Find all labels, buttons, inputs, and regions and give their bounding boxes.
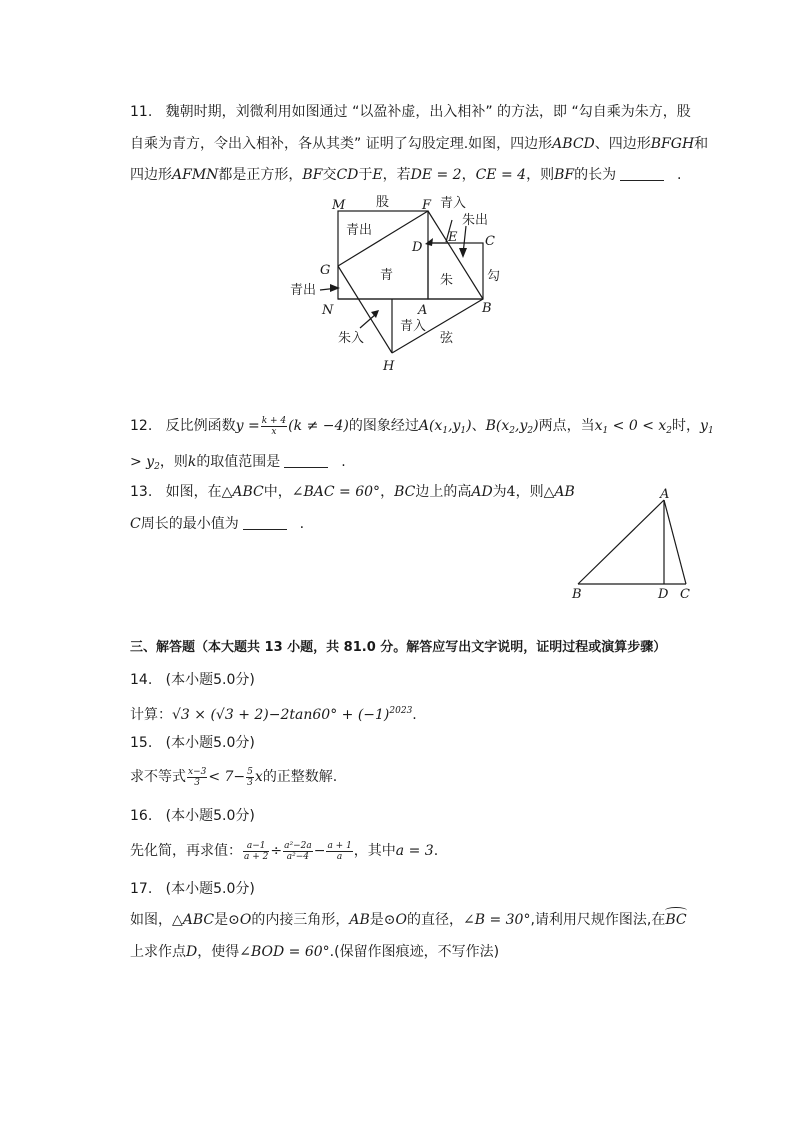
q17-text-1c: 是 bbox=[214, 912, 229, 928]
q11-text-3k: ， bbox=[461, 167, 476, 183]
q12-ineq-mid: < 0 < x bbox=[608, 418, 667, 434]
text-zhu: 朱 bbox=[440, 273, 454, 288]
q14-exponent: 2023 bbox=[389, 706, 413, 716]
q13-triangle: △ABC bbox=[221, 484, 264, 500]
q16-text-1: 先化简，再求值： bbox=[130, 843, 242, 859]
q12-y2-sub: 2 bbox=[154, 462, 160, 472]
q14-header bbox=[130, 670, 255, 690]
q17-text-2c: ，使得 bbox=[197, 944, 240, 960]
q14-expression: √3 × (√3 + 2)−2tan60° + (−1) bbox=[172, 707, 390, 723]
q12-number: 12. bbox=[130, 418, 153, 434]
q16-number: 16. bbox=[130, 808, 153, 824]
q16-f3-den: a bbox=[336, 851, 343, 862]
q12-answer-blank[interactable] bbox=[284, 453, 328, 468]
label-b: B bbox=[482, 301, 492, 316]
q16-fraction-3 bbox=[326, 841, 352, 862]
arrow-line-zhuru bbox=[360, 314, 376, 328]
q15-f1-den: 3 bbox=[194, 777, 201, 788]
q11-ce: CE = 4 bbox=[475, 167, 527, 183]
text-zhuchu: 朱出 bbox=[462, 213, 489, 228]
label-d: D bbox=[412, 240, 423, 255]
q12-point-a-sub2: 1 bbox=[460, 426, 467, 436]
q17-text-1g: 是 bbox=[369, 912, 384, 928]
q16-f1-den: a + 2 bbox=[244, 851, 269, 862]
section3-title: 三、解答题（本大题共 13 小题，共 81.0 分。解答应写出文字说明，证明过程或演算步骤） bbox=[130, 640, 667, 655]
q12-text-1: 反比例函数 bbox=[165, 418, 236, 434]
q16-header bbox=[130, 806, 255, 826]
q17-triangle: △ABC bbox=[172, 912, 215, 928]
q13-line1 bbox=[130, 482, 575, 502]
q16-fraction-2 bbox=[283, 841, 313, 862]
text-qing: 青 bbox=[380, 268, 394, 283]
q17-text-1k: ,请利用尺规作图法,在 bbox=[530, 912, 666, 928]
q13-bc: BC bbox=[394, 484, 416, 500]
q11-text-3m: ，则 bbox=[526, 167, 555, 183]
q12-fraction bbox=[261, 416, 287, 437]
q15-score: (本小题5.0分) bbox=[165, 735, 255, 751]
q15-body bbox=[130, 764, 337, 790]
q12-text-4: 两点，当 bbox=[538, 418, 595, 434]
q13-answer-blank[interactable] bbox=[243, 515, 287, 530]
text-gou: 勾 bbox=[487, 269, 501, 284]
q13-ad: AD bbox=[471, 484, 493, 500]
q11-figure bbox=[280, 190, 520, 380]
q15-header bbox=[130, 733, 255, 753]
square-abcd bbox=[428, 243, 483, 299]
q11-text-3a: 四边形 bbox=[130, 167, 172, 183]
q16-condition: a = 3 bbox=[395, 843, 434, 859]
q13-text-2b: 周长的最小值为 bbox=[140, 516, 239, 532]
q12-line1 bbox=[130, 414, 714, 443]
text-xian: 弦 bbox=[440, 331, 454, 346]
q14-end: . bbox=[412, 707, 417, 723]
q17-text-1e: 的内接三角形， bbox=[251, 912, 350, 928]
q11-text-2a: 自乘为青方，令出入相补，各从其类” 证明了勾股定理.如图，四边形 bbox=[130, 136, 553, 152]
q12-point-b-mid: ,y bbox=[515, 418, 528, 434]
q16-f1-num: a−1 bbox=[243, 841, 269, 852]
q17-text-1a: 如图， bbox=[130, 912, 172, 928]
q17-circle-2: ⊙O bbox=[383, 912, 407, 928]
q11-answer-blank[interactable] bbox=[620, 166, 664, 181]
q12-text-2b: ，则 bbox=[159, 454, 188, 470]
q16-f2-den: a²−4 bbox=[286, 851, 310, 862]
q11-number: 11. bbox=[130, 104, 153, 120]
q17-angle-b: ∠B = 30° bbox=[462, 912, 531, 928]
q11-abcd: ABCD bbox=[552, 136, 595, 152]
q17-angle-bod: ∠BOD = 60° bbox=[239, 944, 330, 960]
q11-end: . bbox=[677, 167, 682, 183]
q14-number: 14. bbox=[130, 672, 153, 688]
q12-frac-num: k + 4 bbox=[261, 415, 287, 426]
q13-text-2: 中， bbox=[263, 484, 292, 500]
q17-line1 bbox=[130, 910, 687, 930]
q13-number: 13. bbox=[130, 484, 153, 500]
q17-text-1i: 的直径， bbox=[406, 912, 463, 928]
q17-score: (本小题5.0分) bbox=[165, 881, 255, 897]
q12-point-a-sub1: 1 bbox=[442, 426, 449, 436]
q14-text-1: 计算： bbox=[130, 707, 172, 723]
q13-angle: ∠BAC = 60° bbox=[291, 484, 381, 500]
q17-ab: AB bbox=[349, 912, 370, 928]
text-gu: 股 bbox=[376, 195, 390, 210]
q12-frac-den: x bbox=[271, 426, 277, 437]
q16-score: (本小题5.0分) bbox=[165, 808, 255, 824]
q11-line1 bbox=[130, 102, 691, 122]
q12-gt-y: > y bbox=[130, 454, 155, 470]
label-c13: C bbox=[680, 587, 690, 602]
q12-condition: (k ≠ −4) bbox=[288, 418, 349, 434]
label-m: M bbox=[332, 198, 346, 213]
q17-line2 bbox=[130, 942, 499, 962]
q11-bf-2: BF bbox=[554, 167, 575, 183]
q14-body bbox=[130, 701, 417, 725]
q15-f1-num: x−3 bbox=[188, 766, 207, 777]
q12-text-5: 时， bbox=[672, 418, 701, 434]
q11-text-3g: 于 bbox=[358, 167, 373, 183]
q13-c: C bbox=[130, 516, 141, 532]
text-qingchu-top: 青出 bbox=[346, 223, 373, 238]
q13-text-4: 边上的高 bbox=[415, 484, 472, 500]
q16-f2-num: a²−2a bbox=[284, 840, 312, 851]
q12-y-eq: y = bbox=[235, 418, 260, 434]
q15-number: 15. bbox=[130, 735, 153, 751]
q16-minus: − bbox=[313, 843, 326, 859]
label-a: A bbox=[418, 303, 428, 318]
q15-f2-den: 3 bbox=[247, 777, 253, 788]
q16-text-2: ，其中 bbox=[353, 843, 396, 859]
label-c: C bbox=[485, 234, 495, 249]
q15-text-1: 求不等式 bbox=[130, 769, 186, 785]
q12-point-b: B(x bbox=[485, 418, 510, 434]
q12-end: . bbox=[341, 454, 346, 470]
text-zhuru: 朱入 bbox=[338, 331, 365, 346]
q13-text-6: ，则 bbox=[515, 484, 544, 500]
q14-score: (本小题5.0分) bbox=[165, 672, 255, 688]
q13-line2 bbox=[130, 514, 304, 534]
q12-y1: y bbox=[700, 418, 708, 434]
q11-bfgh: BFGH bbox=[650, 136, 695, 152]
q12-text-2: 的图象经过 bbox=[348, 418, 419, 434]
q11-text-2c: 、四边形 bbox=[594, 136, 651, 152]
q13-figure bbox=[565, 484, 700, 604]
q12-ineq-sub2: 2 bbox=[666, 426, 673, 436]
q16-end: . bbox=[433, 843, 439, 859]
q15-mid: < 7− bbox=[208, 769, 246, 785]
q15-fraction-1 bbox=[187, 767, 207, 788]
q16-fraction-1 bbox=[243, 841, 269, 862]
q12-point-b-sub2: 2 bbox=[527, 426, 534, 436]
q11-afmn: AFMN bbox=[172, 167, 219, 183]
text-qingru-top: 青入 bbox=[440, 196, 467, 211]
q15-f2-num: 5 bbox=[247, 766, 253, 777]
q11-text-3i: ，若 bbox=[382, 167, 411, 183]
q17-text-2e: .(保留作图痕迹，不写作法) bbox=[329, 944, 500, 960]
q12-k: k bbox=[187, 454, 197, 470]
q12-line2 bbox=[130, 452, 346, 477]
q12-point-b-end: ) bbox=[533, 418, 539, 434]
label-d13: D bbox=[658, 587, 669, 602]
label-b13: B bbox=[572, 587, 582, 602]
q16-div: ÷ bbox=[270, 843, 283, 859]
label-g: G bbox=[320, 263, 331, 278]
label-h: H bbox=[383, 359, 395, 374]
text-qingru-bottom: 青入 bbox=[400, 319, 427, 334]
q16-body bbox=[130, 838, 438, 864]
q13-triangle-2: △AB bbox=[543, 484, 575, 500]
q12-point-b-sub1: 2 bbox=[509, 426, 516, 436]
label-e: E bbox=[448, 230, 458, 245]
q12-point-a: A(x bbox=[418, 418, 443, 434]
q11-line2 bbox=[130, 134, 708, 154]
q12-text-3: 、 bbox=[471, 418, 486, 434]
q17-text-2a: 上求作点 bbox=[130, 944, 186, 960]
q16-f3-num: a + 1 bbox=[327, 840, 352, 851]
q11-text-3c: 都是正方形， bbox=[218, 167, 303, 183]
q13-four: 4 bbox=[506, 484, 516, 500]
q11-cd: CD bbox=[336, 167, 359, 183]
q11-e: E bbox=[372, 167, 383, 183]
q11-text-2e: 和 bbox=[694, 136, 709, 152]
q11-text-3o: 的长为 bbox=[574, 167, 617, 183]
q15-fraction-2 bbox=[246, 767, 254, 788]
q12-y1-sub: 1 bbox=[707, 426, 714, 436]
q17-point-d: D bbox=[186, 944, 198, 960]
q13-text-1: 如图，在 bbox=[165, 484, 222, 500]
q13-text-5: 为 bbox=[492, 484, 507, 500]
q17-number: 17. bbox=[130, 881, 153, 897]
q11-de: DE = 2 bbox=[410, 167, 462, 183]
q17-arc-bc: BC bbox=[665, 912, 687, 928]
q12-ineq: x bbox=[594, 418, 603, 434]
q11-line3 bbox=[130, 165, 681, 185]
q11-text-3e: 交 bbox=[322, 167, 337, 183]
q12-point-a-mid: ,y bbox=[448, 418, 461, 434]
q12-ineq-sub1: 1 bbox=[602, 426, 609, 436]
q15-x: x bbox=[254, 769, 263, 785]
q13-text-3: ， bbox=[380, 484, 395, 500]
line-gf bbox=[338, 211, 428, 266]
label-f: F bbox=[422, 198, 432, 213]
q11-text-1: 魏朝时期，刘微利用如图通过 “以盈补虚，出入相补” 的方法，即 “勾自乘为朱方，股 bbox=[165, 104, 691, 120]
q12-text-2c: 的取值范围是 bbox=[196, 454, 281, 470]
q12-point-a-end: ) bbox=[466, 418, 472, 434]
text-qingchu-left: 青出 bbox=[290, 283, 317, 298]
label-a13: A bbox=[660, 487, 670, 502]
q11-bf: BF bbox=[302, 167, 323, 183]
q17-header bbox=[130, 879, 255, 899]
q17-circle-1: ⊙O bbox=[228, 912, 252, 928]
q13-end: . bbox=[299, 516, 305, 532]
label-n: N bbox=[322, 303, 334, 318]
q15-text-2: 的正整数解. bbox=[262, 769, 338, 785]
